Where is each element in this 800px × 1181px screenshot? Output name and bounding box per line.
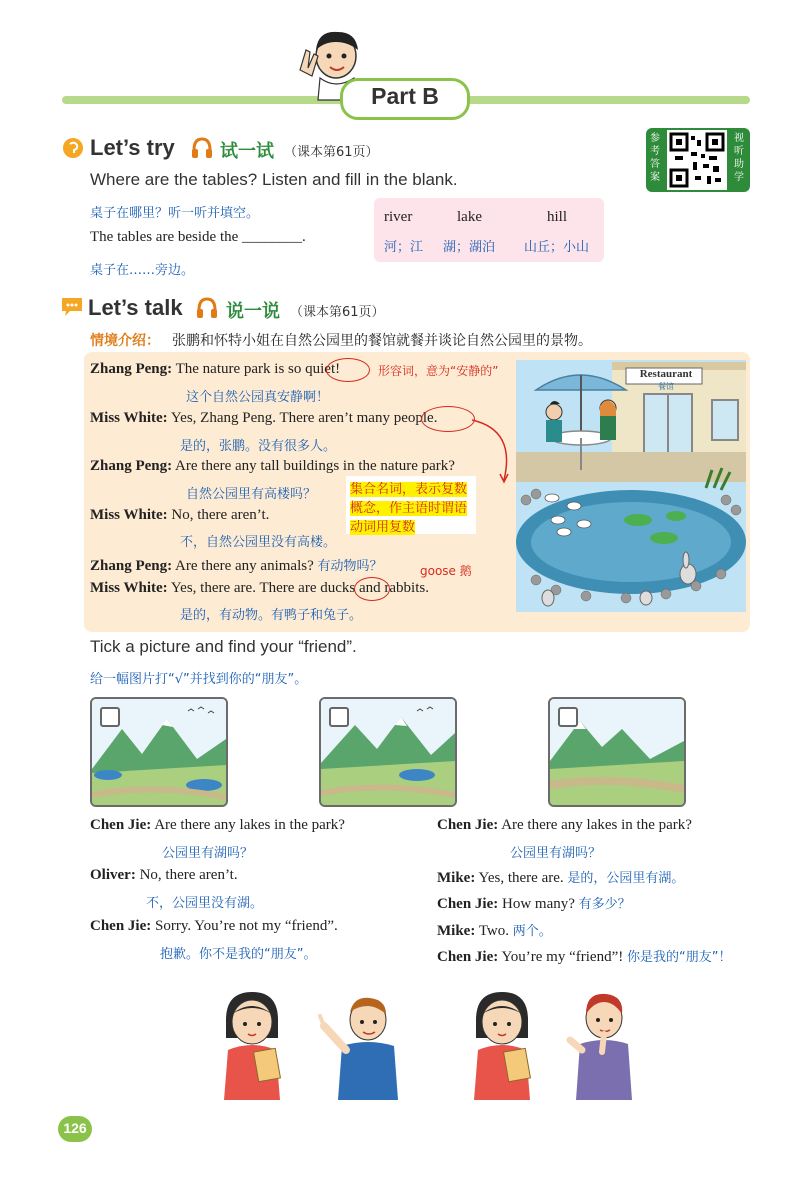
talk-line-6-cn: 是的，有动物。有鸭子和兔子。 [180, 608, 363, 623]
talk-line-4 [90, 507, 269, 524]
note-goose: goose 鹅 [420, 564, 472, 578]
speaker: Miss White: [90, 507, 168, 523]
vocab-lake: lake [457, 209, 482, 225]
speaker: Miss White: [90, 410, 168, 426]
scene-intro-label: 情境介绍： [90, 333, 160, 349]
line-cn: 有动物吗？ [317, 559, 383, 574]
lets-try-instruction: Where are the tables? Listen and fill in the blank. [90, 170, 458, 189]
right-dialog-line-3 [437, 893, 631, 913]
line-cn: 是的，公园里有湖。 [567, 871, 685, 886]
tick-checkbox[interactable] [558, 707, 578, 727]
line-text: Are there any tall buildings in the nature park? [175, 458, 455, 474]
speaker: Chen Jie: [437, 817, 499, 833]
right-dialog-line-2 [437, 867, 684, 887]
talk-line-2 [90, 410, 437, 427]
note-people-3 [350, 516, 415, 535]
qr-code-icon[interactable] [667, 130, 727, 190]
talk-line-3 [90, 458, 455, 475]
line-text: No, there aren’t. [171, 507, 270, 523]
picture-option-1[interactable] [90, 697, 228, 807]
line-text: How many? [502, 896, 575, 912]
headphones-icon[interactable] [190, 136, 214, 160]
note-highlight: 动词用复数 [350, 520, 416, 535]
vocab-hill-cn: 山丘；小山 [524, 240, 590, 255]
line-cn: 有多少？ [578, 897, 631, 912]
lets-try-title: Let’s try [90, 135, 175, 160]
tick-checkbox[interactable] [100, 707, 120, 727]
line-text: Two. [478, 923, 510, 939]
note-highlight: 集合名词，表示复数 [350, 482, 468, 497]
note-quiet: 形容词，意为“安静的” [378, 364, 499, 378]
quiet-circle [326, 358, 370, 382]
speaker: Chen Jie: [90, 817, 152, 833]
line-text: Yes, there are. There are ducks and rabbits. [170, 580, 429, 596]
qr-right-label: 视听助学 [734, 133, 744, 183]
left-dialog-line-2-cn: 不，公园里没有湖。 [146, 896, 264, 911]
park-restaurant-illustration [516, 360, 746, 612]
left-dialog-line-1 [90, 817, 345, 834]
note-highlight: 概念，作主语时谓语 [350, 501, 468, 516]
talk-line-3-cn: 自然公园里有高楼吗？ [186, 487, 317, 502]
speaker: Chen Jie: [437, 949, 499, 965]
note-people-2 [350, 497, 467, 516]
lets-talk-page-ref: （课本第61页） [290, 305, 385, 320]
line-text: Are there any animals? [175, 558, 314, 574]
speaker: Miss White: [90, 580, 168, 596]
talk-line-1-cn: 这个自然公园真安静啊！ [186, 390, 330, 405]
line-cn: 两个。 [512, 924, 552, 939]
left-dialog-line-2 [90, 867, 238, 884]
vocab-river-cn: 河；江 [384, 240, 424, 255]
speaker: Chen Jie: [90, 918, 152, 934]
right-dialog-line-5 [437, 946, 731, 966]
note-people-1 [350, 478, 467, 497]
speaker: Zhang Peng: [90, 558, 173, 574]
picture-option-2[interactable] [319, 697, 457, 807]
line-text: The nature park is so quiet! [175, 361, 341, 377]
line-text: No, there aren’t. [139, 867, 238, 883]
ducks-circle [354, 577, 390, 601]
talk-line-2-cn: 是的，张鹏。没有很多人。 [180, 439, 337, 454]
page-number: 126 [63, 1120, 87, 1136]
speaker: Mike: [437, 870, 476, 886]
talk-line-4-cn: 不，自然公园里没有高楼。 [180, 535, 337, 550]
tick-checkbox[interactable] [329, 707, 349, 727]
talk-line-1 [90, 361, 340, 378]
speaker: Zhang Peng: [90, 361, 173, 377]
lets-try-instruction-cn: 桌子在哪里？听一听并填空。 [90, 206, 260, 221]
part-label: Part B [371, 83, 439, 109]
restaurant-sign-cn: 餐馆 [658, 382, 674, 391]
qr-left-label: 参考答案 [650, 133, 660, 183]
picture-option-3[interactable] [548, 697, 686, 807]
people-circle [421, 406, 475, 432]
vocab-river: river [384, 209, 413, 225]
line-text: Yes, there are. [478, 870, 564, 886]
lets-try-page-ref: （课本第61页） [284, 145, 379, 160]
vocab-hill: hill [547, 209, 568, 225]
left-dialog-line-3-cn: 抱歉。你不是我的“朋友”。 [160, 947, 317, 962]
scene-intro-text: 张鹏和怀特小姐在自然公园里的餐馆就餐并谈论自然公园里的景物。 [172, 333, 592, 349]
line-text: Are there any lakes in the park? [501, 817, 692, 833]
line-text: Are there any lakes in the park? [154, 817, 345, 833]
line-cn: 你是我的“朋友”！ [626, 950, 732, 965]
speaker: Chen Jie: [437, 896, 499, 912]
speaker: Mike: [437, 923, 476, 939]
left-dialog-line-1-cn: 公园里有湖吗？ [162, 846, 254, 861]
headphones-icon-talk[interactable] [195, 296, 219, 320]
lets-try-sentence: The tables are beside the ________. [90, 229, 306, 245]
vocab-lake-cn: 湖；湖泊 [443, 240, 496, 255]
left-dialog-line-3 [90, 918, 338, 935]
speaker: Oliver: [90, 867, 136, 883]
line-text: Sorry. You’re not my “friend”. [155, 918, 338, 934]
oliver-pointing-illustration [318, 990, 408, 1100]
lets-try-title-cn: 试一试 [220, 141, 274, 162]
lets-try-sentence-cn: 桌子在……旁边。 [90, 263, 195, 278]
lets-talk-title: Let’s talk [88, 295, 183, 320]
girl-reading-illustration-2 [462, 990, 542, 1100]
speech-bubble-icon [60, 296, 84, 318]
lets-talk-title-cn: 说一说 [226, 301, 280, 322]
ear-icon [62, 137, 84, 159]
right-dialog-line-1-cn: 公园里有湖吗？ [510, 846, 602, 861]
line-text: You’re my “friend”! [501, 949, 624, 965]
speaker: Zhang Peng: [90, 458, 173, 474]
restaurant-sign: Restaurant [639, 368, 693, 380]
annotation-arrow [470, 410, 520, 490]
line-text: Yes, Zhang Peng. There aren’t many people. [170, 410, 438, 426]
girl-reading-illustration [212, 990, 292, 1100]
tick-instruction: Tick a picture and find your “friend”. [90, 637, 357, 656]
talk-line-5 [90, 555, 383, 575]
right-dialog-line-4 [437, 920, 552, 940]
mike-thinking-illustration [562, 988, 642, 1100]
right-dialog-line-1 [437, 817, 692, 834]
tick-instruction-cn: 给一幅图片打“√”并找到你的“朋友”。 [90, 672, 308, 687]
